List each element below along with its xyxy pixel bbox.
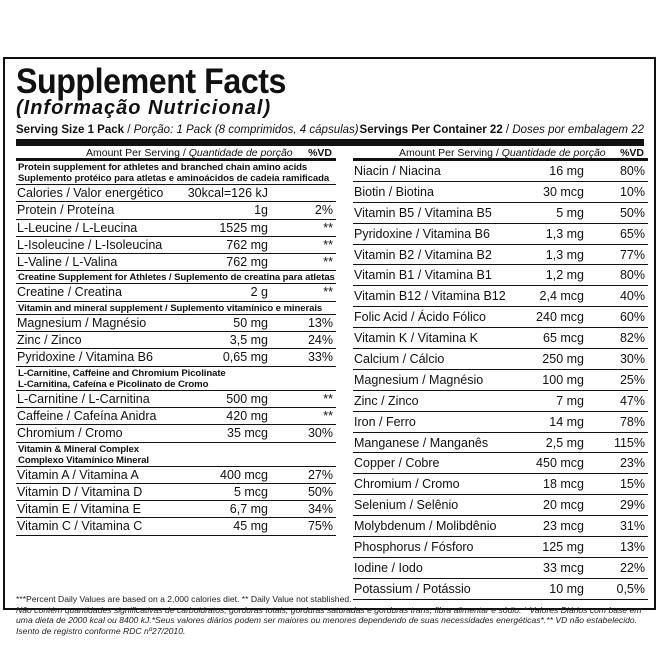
nutrient-amount: 400 mcg bbox=[220, 467, 268, 482]
nutrient-name: Potassium / Potássio bbox=[354, 581, 471, 596]
nutrient-name: L-Isoleucine / L-Isoleucina bbox=[17, 237, 163, 252]
nutrient-row bbox=[16, 408, 336, 425]
nutrient-dv: 0,5% bbox=[616, 581, 645, 596]
nutrient-amount: 2,4 mcg bbox=[539, 289, 584, 304]
nutrient-row bbox=[16, 332, 336, 349]
nutrient-name: Vitamin A / Vitamina A bbox=[17, 467, 139, 482]
nutrient-row bbox=[353, 453, 648, 474]
section-heading-protein: Protein supplement for athletes and branched chain amino acids Suplemento protéico para atletas e aminoácidos de cadeia ramificada bbox=[16, 161, 336, 185]
nutrient-name: Vitamin C / Vitamina C bbox=[17, 519, 143, 534]
serving-size: Serving Size 1 Pack / Porção: 1 Pack (8 comprimidos, 4 cápsulas) bbox=[16, 124, 359, 136]
nutrient-row bbox=[16, 518, 336, 535]
amount-per-serving-header: Amount Per Serving / Quantidade de porção bbox=[86, 147, 293, 159]
column-header bbox=[16, 146, 336, 161]
nutrient-amount: 2 g bbox=[250, 285, 268, 300]
nutrient-dv: ** bbox=[323, 285, 333, 300]
nutrient-amount: 762 mg bbox=[226, 255, 268, 270]
nutrient-dv: 50% bbox=[619, 205, 645, 220]
nutrient-name: Chromium / Cromo bbox=[354, 477, 460, 492]
nutrient-dv: 50% bbox=[307, 484, 333, 499]
nutrient-row bbox=[353, 370, 648, 391]
complex-rows bbox=[16, 467, 336, 536]
nutrient-row bbox=[353, 412, 648, 433]
right-rows bbox=[353, 161, 648, 600]
nutrient-name: Creatine / Creatina bbox=[17, 285, 122, 300]
nutrient-dv: 75% bbox=[307, 519, 333, 534]
nutrient-name: Manganese / Manganês bbox=[354, 435, 489, 450]
nutrient-amount: 10 mg bbox=[549, 581, 584, 596]
right-column bbox=[353, 146, 648, 596]
nutrient-row bbox=[353, 495, 648, 516]
mineral-rows bbox=[16, 315, 336, 367]
nutrient-name: L-Valine / L-Valina bbox=[17, 255, 118, 270]
nutrient-row bbox=[353, 516, 648, 537]
nutrient-row bbox=[353, 265, 648, 286]
nutrient-name: Iodine / Iodo bbox=[354, 560, 423, 575]
serving-size-en: Serving Size 1 Pack bbox=[16, 124, 125, 136]
nutrient-row bbox=[353, 182, 648, 203]
nutrient-dv: 25% bbox=[619, 372, 645, 387]
nutrient-row bbox=[353, 474, 648, 495]
nutrient-name: Iron / Ferro bbox=[354, 414, 416, 429]
nutrient-name: Vitamin D / Vitamina D bbox=[17, 484, 143, 499]
column-header-right bbox=[353, 146, 648, 161]
left-column bbox=[16, 146, 336, 592]
nutrient-amount: 3,5 mg bbox=[229, 333, 268, 348]
nutrient-dv: 31% bbox=[619, 519, 645, 534]
nutrient-row bbox=[16, 254, 336, 271]
nutrient-name: Vitamin E / Vitamina E bbox=[17, 502, 141, 517]
nutrient-name: Niacin / Niacina bbox=[354, 164, 441, 178]
section-heading-carnitine: L-Carnitine, Caffeine and Chromium Picolinate L-Carnitina, Cafeína e Picolinato de Cromo bbox=[16, 367, 336, 391]
nutrient-name: Caffeine / Cafeína Anidra bbox=[17, 408, 157, 423]
section-heading-complex: Vitamin & Mineral Complex Complexo Vitamínico Mineral bbox=[16, 443, 336, 467]
nutrient-amount: 1525 mg bbox=[219, 220, 268, 235]
nutrient-amount: 450 mcg bbox=[536, 456, 584, 471]
nutrient-amount: 1,3 mg bbox=[545, 247, 584, 262]
nutrient-row bbox=[353, 433, 648, 454]
nutrient-name: Vitamin B12 / Vitamina B12 bbox=[354, 289, 506, 304]
nutrient-dv: 33% bbox=[307, 350, 333, 365]
nutrient-amount: 33 mcg bbox=[543, 560, 584, 575]
nutrient-name: Protein / Proteína bbox=[17, 203, 115, 218]
nutrient-amount: 0,65 mg bbox=[222, 350, 268, 365]
servings-per-container-pt: Doses por embalagem 22 bbox=[512, 124, 644, 136]
section-heading-mineral: Vitamin and mineral supplement / Suplemento vitamínico e minerais bbox=[16, 302, 336, 315]
nutrient-dv: 34% bbox=[307, 502, 333, 517]
nutrient-name: Chromium / Cromo bbox=[17, 426, 123, 441]
nutrient-name: Molybdenum / Molibdênio bbox=[354, 519, 497, 534]
nutrient-amount: 18 mcg bbox=[543, 477, 584, 492]
dv-header-right: %VD bbox=[620, 147, 644, 159]
nutrient-amount: 23 mcg bbox=[543, 519, 584, 534]
nutrient-amount: 30 mcg bbox=[543, 184, 584, 199]
nutrient-row bbox=[353, 203, 648, 224]
nutrient-dv: 40% bbox=[619, 289, 645, 304]
nutrient-row bbox=[16, 501, 336, 518]
nutrient-dv: ** bbox=[323, 255, 333, 270]
dv-header: %VD bbox=[308, 147, 332, 159]
nutrient-dv: 77% bbox=[619, 247, 645, 262]
nutrient-row bbox=[353, 286, 648, 307]
nutrient-dv: 30% bbox=[619, 352, 645, 367]
nutrient-row bbox=[353, 328, 648, 349]
nutrient-name: Magnesium / Magnésio bbox=[354, 372, 484, 387]
thick-divider bbox=[16, 139, 644, 146]
nutrient-row bbox=[353, 391, 648, 412]
nutrient-dv: 65% bbox=[619, 226, 645, 241]
nutrient-name: Zinc / Zinco bbox=[354, 393, 419, 408]
nutrient-amount: 5 mg bbox=[556, 205, 584, 220]
nutrient-dv: 10% bbox=[619, 184, 645, 199]
nutrient-dv: 23% bbox=[619, 456, 645, 471]
nutrient-amount: 35 mcg bbox=[227, 426, 268, 441]
servings-per-container-en: Servings Per Container 22 bbox=[359, 124, 503, 136]
nutrient-dv: 80% bbox=[619, 164, 645, 178]
nutrient-amount: 5 mcg bbox=[233, 484, 268, 499]
nutrient-name: Phosphorus / Fósforo bbox=[354, 540, 474, 555]
nutrient-name: Pyridoxine / Vitamina B6 bbox=[354, 226, 490, 241]
nutrient-row bbox=[353, 349, 648, 370]
nutrient-amount: 7 mg bbox=[556, 393, 584, 408]
nutrient-dv: 2% bbox=[314, 203, 333, 218]
nutrient-amount: 250 mg bbox=[542, 352, 584, 367]
serving-size-pt: Porção: 1 Pack (8 comprimidos, 4 cápsulas) bbox=[133, 124, 359, 136]
creatine-rows bbox=[16, 284, 336, 301]
nutrient-dv: ** bbox=[323, 391, 333, 406]
nutrient-dv: 80% bbox=[619, 268, 645, 283]
nutrient-dv: 24% bbox=[307, 333, 333, 348]
nutrient-row bbox=[16, 349, 336, 366]
nutrient-amount: 16 mg bbox=[549, 164, 584, 178]
column-gap bbox=[338, 146, 351, 592]
nutrient-row bbox=[16, 315, 336, 332]
nutrient-name: Copper / Cobre bbox=[354, 456, 440, 471]
nutrient-name: L-Leucine / L-Leucina bbox=[17, 220, 138, 235]
footnote-en: ***Percent Daily Values are based on a 2,000 calories diet. ** Daily Value not stablished. bbox=[16, 594, 352, 604]
amount-per-serving-header-right: Amount Per Serving / Quantidade de porção bbox=[399, 147, 606, 159]
section-heading-creatine: Creatine Supplement for Athletes / Suplemento de creatina para atletas bbox=[18, 272, 335, 284]
nutrient-amount: 2,5 mg bbox=[545, 435, 584, 450]
nutrient-name: Calcium / Cálcio bbox=[354, 352, 445, 367]
nutrient-amount: 762 mg bbox=[226, 237, 268, 252]
nutrient-dv: 29% bbox=[619, 498, 645, 513]
footnote bbox=[16, 594, 648, 636]
nutrient-dv: ** bbox=[323, 220, 333, 235]
nutrient-name: L-Carnitine / L-Carnitina bbox=[17, 391, 150, 406]
nutrient-amount: 14 mg bbox=[549, 414, 584, 429]
nutrient-dv: 82% bbox=[619, 331, 645, 346]
nutrient-row bbox=[16, 202, 336, 219]
supplement-facts-panel bbox=[3, 57, 656, 636]
nutrient-amount: 50 mg bbox=[233, 315, 268, 330]
nutrient-dv: 47% bbox=[619, 393, 645, 408]
nutrient-amount: 125 mg bbox=[542, 540, 584, 555]
nutrient-dv: ** bbox=[323, 237, 333, 252]
nutrient-name: Vitamin B5 / Vitamina B5 bbox=[354, 205, 492, 220]
nutrient-row-calories: Calories / Valor energético 30kcal=126 kJ bbox=[16, 185, 336, 202]
nutrient-row bbox=[16, 425, 336, 442]
nutrient-row bbox=[16, 220, 336, 237]
nutrient-name: Selenium / Selênio bbox=[354, 498, 459, 513]
panel-title: Supplement Facts bbox=[16, 62, 286, 101]
nutrient-amount: 20 mcg bbox=[543, 498, 584, 513]
nutrient-row bbox=[353, 307, 648, 328]
nutrient-row bbox=[353, 245, 648, 266]
nutrient-row bbox=[16, 391, 336, 408]
nutrient-amount: 500 mg bbox=[226, 391, 268, 406]
nutrient-amount: 1,2 mg bbox=[545, 268, 584, 283]
carnitine-rows bbox=[16, 391, 336, 443]
footnote-pt: Não contém quantidades significativas de carboidratos, gorduras totais, gorduras saturadas e gorduras trans, fibra alimentar e sódio. * Valores Diários com base em uma dieta de 2000 kcal ou 8400 kJ.*Seus valores diários podem ser maiores ou menores dependendo de suas necessidades energéticas*.** VD não estabelecido. Isento de registro conforme RDC nº27/2010. bbox=[16, 604, 642, 636]
nutrient-amount: 1g bbox=[254, 203, 268, 218]
nutrient-name: Biotin / Biotina bbox=[354, 184, 434, 199]
nutrient-name: Vitamin B2 / Vitamina B2 bbox=[354, 247, 492, 262]
nutrient-amount: 65 mcg bbox=[543, 331, 584, 346]
servings-per-container: Servings Per Container 22 / Doses por embalagem 22 bbox=[359, 124, 644, 136]
nutrient-row bbox=[16, 237, 336, 254]
nutrient-dv: 15% bbox=[619, 477, 645, 492]
nutrient-amount: 1,3 mg bbox=[545, 226, 584, 241]
nutrient-dv: 13% bbox=[307, 315, 333, 330]
nutrient-dv: 13% bbox=[619, 540, 645, 555]
nutrient-name: Vitamin B1 / Vitamina B1 bbox=[354, 268, 492, 283]
nutrient-dv: 60% bbox=[619, 310, 645, 325]
nutrient-dv: ** bbox=[323, 408, 333, 423]
nutrient-name: Zinc / Zinco bbox=[17, 333, 82, 348]
nutrient-row bbox=[16, 284, 336, 301]
nutrient-name: Pyridoxine / Vitamina B6 bbox=[17, 350, 153, 365]
protein-rows bbox=[16, 202, 336, 271]
nutrient-dv: 27% bbox=[307, 467, 333, 482]
nutrient-name: Vitamin K / Vitamina K bbox=[354, 331, 478, 346]
nutrient-dv: 30% bbox=[307, 426, 333, 441]
nutrient-row bbox=[353, 537, 648, 558]
nutrient-amount: 45 mg bbox=[233, 519, 268, 534]
nutrient-dv: 78% bbox=[619, 414, 645, 429]
nutrient-amount: 240 mcg bbox=[536, 310, 584, 325]
nutrient-name: Magnesium / Magnésio bbox=[17, 315, 147, 330]
nutrient-row bbox=[353, 161, 648, 182]
nutrient-row bbox=[16, 467, 336, 484]
nutrient-row bbox=[16, 484, 336, 501]
panel-subtitle: (Informação Nutricional) bbox=[16, 97, 272, 119]
nutrient-name: Folic Acid / Ácido Fólico bbox=[354, 310, 486, 325]
nutrient-amount: 420 mg bbox=[226, 408, 268, 423]
nutrient-dv: 115% bbox=[613, 435, 645, 450]
nutrient-amount: 100 mg bbox=[542, 372, 584, 387]
nutrient-amount: 6,7 mg bbox=[229, 502, 268, 517]
nutrient-dv: 22% bbox=[619, 560, 645, 575]
nutrient-row bbox=[353, 558, 648, 579]
nutrient-row bbox=[353, 224, 648, 245]
